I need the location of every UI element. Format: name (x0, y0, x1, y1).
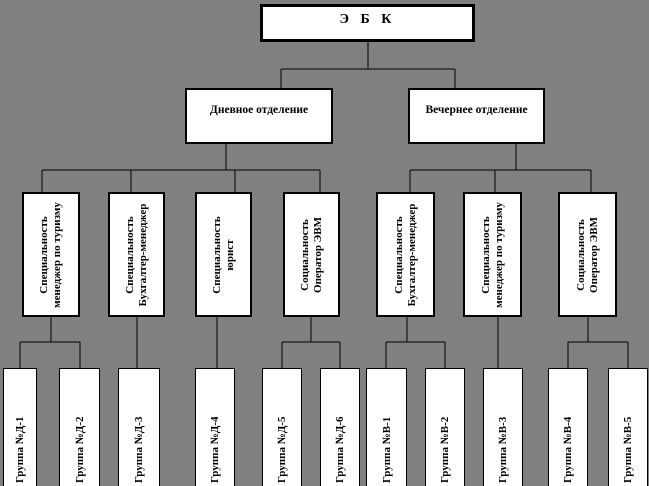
group-label: Группа №Д-2 (73, 416, 86, 483)
group-label: Группа №Д-3 (132, 416, 145, 483)
group-node-v2 (425, 368, 465, 486)
group-node-v4 (548, 368, 588, 486)
group-label: Группа №В-4 (561, 416, 574, 483)
spec-label: Специальность Бухгалтер-менеджер (123, 203, 149, 306)
group-label: Группа №В-3 (496, 416, 509, 483)
spec-node-evening-tourism-manager (463, 192, 522, 317)
group-node-v1 (366, 368, 407, 486)
spec-label: Социальность Оператор ЭВМ (574, 216, 600, 293)
group-node-d2 (59, 368, 100, 486)
spec-node-day-accountant-manager (108, 192, 165, 317)
group-label: Группа №В-2 (438, 416, 451, 483)
dept-node-evening (408, 88, 545, 144)
group-node-v5 (608, 368, 648, 486)
dept-evening-label: Вечернее отделение (425, 104, 528, 116)
group-node-d1 (3, 368, 37, 486)
spec-node-day-tourism-manager (22, 192, 80, 317)
spec-label: Специальность менеджер по туризму (37, 201, 63, 308)
spec-node-evening-computer-operator (558, 192, 617, 317)
group-label: Группа №Д-1 (13, 416, 26, 483)
group-label: Группа №В-1 (380, 416, 393, 483)
root-node-ebk (260, 4, 475, 42)
group-node-d4 (195, 368, 235, 486)
group-node-v3 (483, 368, 523, 486)
spec-label: Специальность менеджер по туризму (479, 201, 505, 308)
spec-label: Специальность Бухгалтер-менеджер (392, 203, 418, 306)
group-node-d5 (262, 368, 302, 486)
dept-day-label: Дневное отделение (209, 104, 309, 116)
group-node-d6 (320, 368, 360, 486)
group-label: Группа №В-5 (621, 416, 634, 483)
root-node-label: Э Б К (339, 12, 396, 27)
spec-label: Социальность Оператор ЭВМ (298, 216, 324, 293)
group-node-d3 (118, 368, 160, 486)
spec-label: Специальность юрист (210, 215, 236, 294)
dept-node-day (185, 88, 333, 144)
group-label: Группа №Д-4 (208, 416, 221, 483)
group-label: Группа №Д-6 (333, 416, 346, 483)
group-label: Группа №Д-5 (275, 416, 288, 483)
spec-node-day-computer-operator (283, 192, 340, 317)
spec-node-day-lawyer (195, 192, 252, 317)
spec-node-evening-accountant-manager (376, 192, 435, 317)
